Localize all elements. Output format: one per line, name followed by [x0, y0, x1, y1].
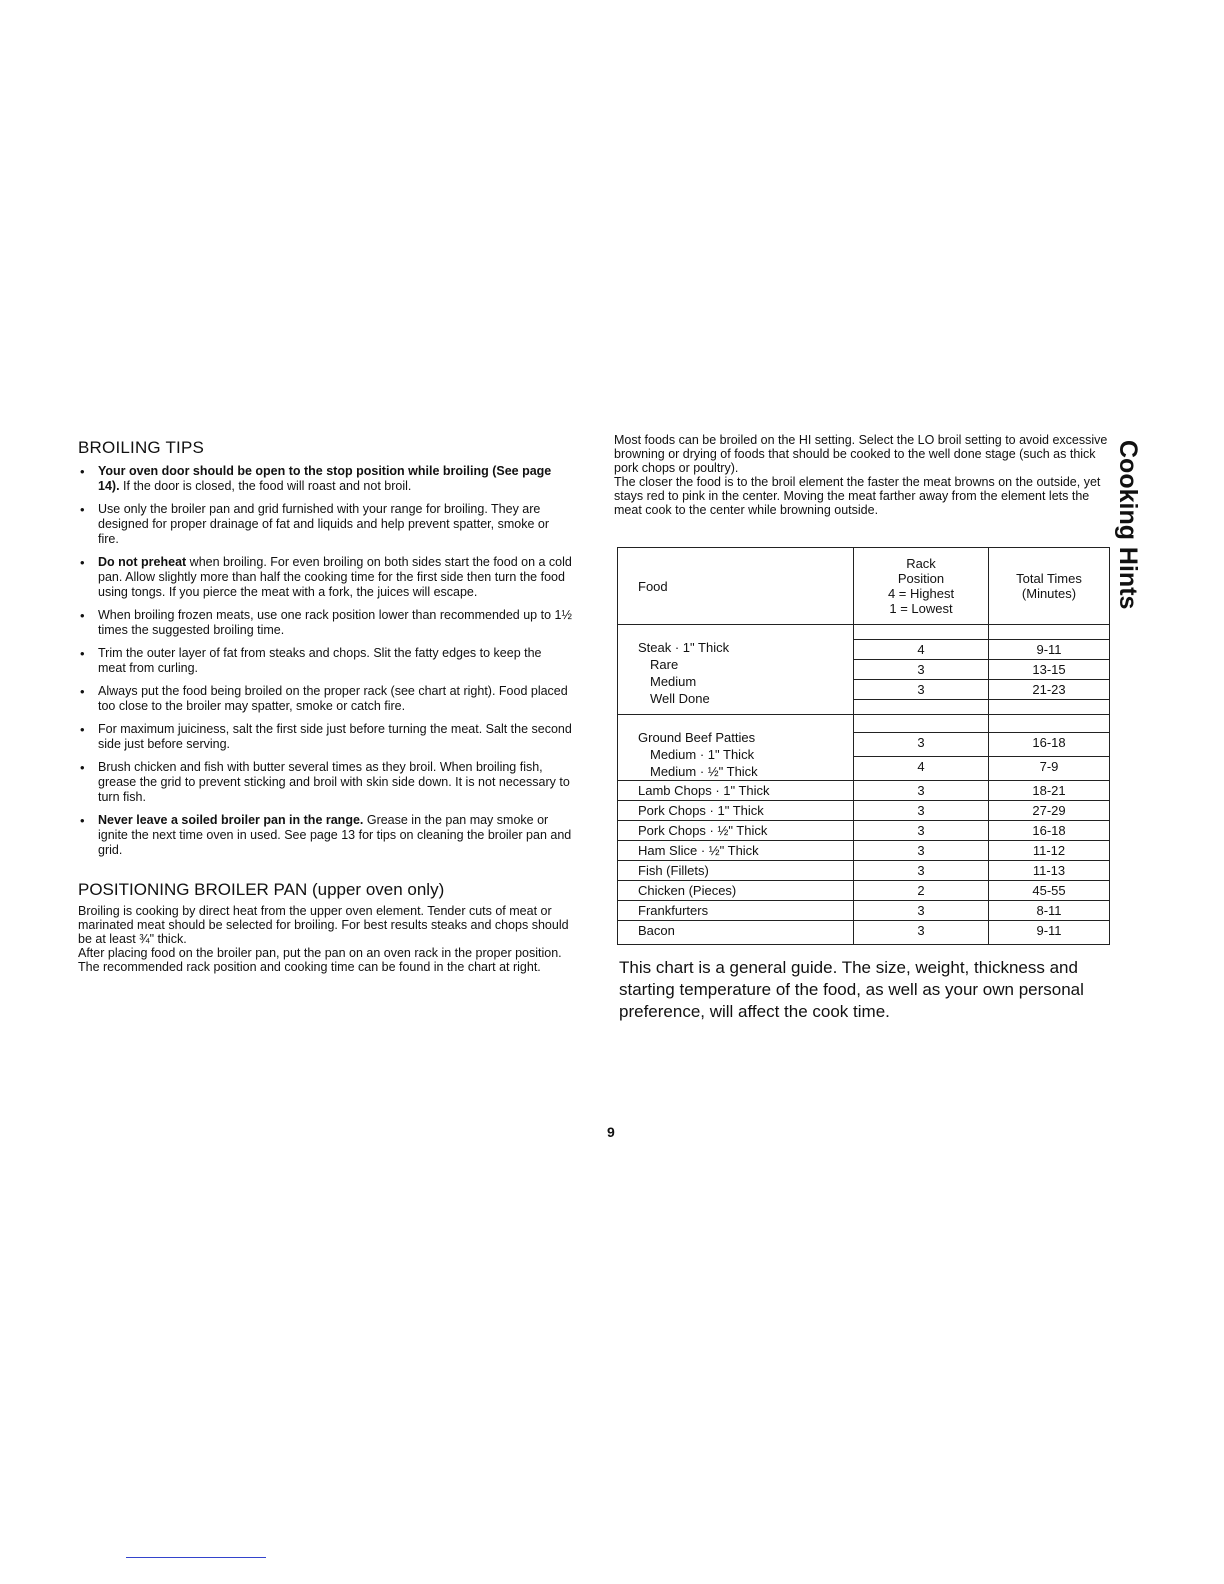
- steak-group-cell: [618, 625, 854, 715]
- rack-cell: 3: [854, 921, 989, 945]
- food-cell: Ham Slice · ½" Thick: [618, 841, 854, 861]
- steak-doneness: Medium: [650, 674, 697, 689]
- tip-item: [78, 502, 572, 547]
- header-time-line: (Minutes): [1021, 586, 1077, 601]
- food-cell: Lamb Chops · 1" Thick: [618, 781, 854, 801]
- tip-text: When broiling frozen meats, use one rack position lower than recommended up to 1½ times the suggested broiling time.: [98, 608, 572, 637]
- time-cell: 27-29: [989, 801, 1110, 821]
- food-cell: Fish (Fillets): [618, 861, 854, 881]
- empty-cell: [854, 715, 989, 733]
- rack-cell: 3: [854, 781, 989, 801]
- bottom-rule: [126, 1557, 266, 1558]
- rack-cell: 2: [854, 881, 989, 901]
- rack-cell: 3: [854, 841, 989, 861]
- steak-doneness: Well Done: [650, 691, 710, 706]
- tip-item: [78, 722, 572, 752]
- header-rack-line: Rack: [906, 556, 936, 571]
- header-total-times: [989, 548, 1110, 625]
- rack-cell: 3: [854, 821, 989, 841]
- food-cell: Pork Chops · 1" Thick: [618, 801, 854, 821]
- header-rack-line: 4 = Highest: [887, 586, 955, 601]
- table-row: [618, 801, 1110, 821]
- table-row: [618, 625, 1110, 640]
- rack-cell: 3: [854, 901, 989, 921]
- tip-item: [78, 760, 572, 805]
- tip-text: Brush chicken and fish with butter several times as they broil. When broiling fish, grease the grid to prevent sticking and broil with skin side down. It is not necessary to turn fish.: [98, 760, 570, 804]
- broil-chart-table: [617, 547, 1110, 945]
- tip-lead: Your oven door should be open to the stop position while broiling (See page 14).: [98, 464, 552, 493]
- chart-note: This chart is a general guide. The size, weight, thickness and starting temperature of the food, as well as your own personal preference, will affect the cook time.: [619, 958, 1084, 1021]
- side-tab: [1114, 440, 1160, 640]
- tip-lead: Do not preheat: [98, 555, 187, 569]
- table-row: [618, 881, 1110, 901]
- rack-cell: 3: [854, 733, 989, 757]
- intro-para-1: Most foods can be broiled on the HI setting. Select the LO broil setting to avoid excessive browning or drying of foods that should be cooked to the well done stage (such as thick pork chops or poultry).: [614, 433, 1108, 475]
- table-row: [618, 901, 1110, 921]
- time-cell: 9-11: [989, 640, 1110, 660]
- empty-cell: [989, 715, 1110, 733]
- tip-text: For maximum juiciness, salt the first side just before turning the meat. Salt the second side just before serving.: [98, 722, 572, 751]
- time-cell: 16-18: [989, 821, 1110, 841]
- table-row: [618, 861, 1110, 881]
- rack-cell: 3: [854, 801, 989, 821]
- rack-cell: 4: [854, 757, 989, 781]
- table-row: [618, 841, 1110, 861]
- tip-text: Always put the food being broiled on the proper rack (see chart at right). Food placed too close to the broiler may spatter, smoke or catch fire.: [98, 684, 568, 713]
- food-cell: Bacon: [618, 921, 854, 945]
- broiling-tips-title: BROILING TIPS: [78, 438, 205, 457]
- table-header-row: [618, 548, 1110, 625]
- food-cell: Chicken (Pieces): [618, 881, 854, 901]
- patties-group-cell: [618, 715, 854, 781]
- rack-cell: 3: [854, 660, 989, 680]
- intro-para-2: The closer the food is to the broil element the faster the meat browns on the outside, yet stays red to pink in the center. Moving the meat farther away from the element lets the meat cook to the center while browning outside.: [614, 475, 1101, 517]
- table-row: [618, 821, 1110, 841]
- time-cell: 9-11: [989, 921, 1110, 945]
- time-cell: 11-12: [989, 841, 1110, 861]
- time-cell: 13-15: [989, 660, 1110, 680]
- side-tab-label: Cooking Hints: [1114, 440, 1142, 610]
- page-number: 9: [607, 1124, 615, 1140]
- time-cell: 11-13: [989, 861, 1110, 881]
- tip-item: [78, 555, 572, 600]
- food-cell: Pork Chops · ½" Thick: [618, 821, 854, 841]
- rack-cell: 4: [854, 640, 989, 660]
- positioning-para-2: After placing food on the broiler pan, put the pan on an oven rack in the proper position. The recommended rack position and cooking time can be found in the chart at right.: [78, 946, 562, 974]
- table-row: [618, 921, 1110, 945]
- tip-text: Grease in the pan may smoke or ignite the next time oven in used. See page 13 for tips on cleaning the broiler pan and grid.: [98, 813, 572, 857]
- tip-text: Trim the outer layer of fat from steaks and chops. Slit the fatty edges to keep the meat from curling.: [98, 646, 542, 675]
- left-column: [78, 438, 572, 974]
- right-column-intro: [614, 433, 1108, 517]
- steak-doneness: Rare: [650, 657, 679, 672]
- header-food: Food: [618, 548, 854, 625]
- time-cell: 16-18: [989, 733, 1110, 757]
- empty-cell: [854, 700, 989, 715]
- tip-item: [78, 608, 572, 638]
- tip-item: [78, 813, 572, 858]
- rack-cell: 3: [854, 680, 989, 700]
- tip-text: when broiling. For even broiling on both sides start the food on a cold pan. Allow slightly more than half the cooking time for the first side then turn the food using tongs. If you pierce the meat with a fork, the juices will escape.: [98, 555, 572, 599]
- rack-cell: 3: [854, 861, 989, 881]
- time-cell: 8-11: [989, 901, 1110, 921]
- time-cell: 45-55: [989, 881, 1110, 901]
- tip-item: [78, 464, 572, 494]
- patties-variant: Medium · ½" Thick: [650, 764, 758, 779]
- time-cell: 7-9: [989, 757, 1110, 781]
- empty-cell: [854, 625, 989, 640]
- tip-text: If the door is closed, the food will roast and not broil.: [119, 479, 412, 493]
- broiling-tips-list: [78, 464, 572, 858]
- tip-text: Use only the broiler pan and grid furnished with your range for broiling. They are designed for proper drainage of fat and liquids and help prevent spatter, smoke or fire.: [98, 502, 549, 546]
- header-rack-line: 1 = Lowest: [889, 601, 953, 616]
- tip-item: [78, 684, 572, 714]
- tip-lead: Never leave a soiled broiler pan in the range.: [98, 813, 364, 827]
- steak-label: Steak · 1" Thick: [638, 640, 730, 655]
- tip-item: [78, 646, 572, 676]
- header-rack-position: [854, 548, 989, 625]
- patties-variant: Medium · 1" Thick: [650, 747, 755, 762]
- header-rack-line: Position: [897, 571, 945, 586]
- positioning-title: POSITIONING BROILER PAN (upper oven only): [78, 880, 445, 899]
- time-cell: 21-23: [989, 680, 1110, 700]
- empty-cell: [989, 700, 1110, 715]
- positioning-para-1: Broiling is cooking by direct heat from the upper oven element. Tender cuts of meat or marinated meat should be selected for broiling. For best results steaks and chops should be at least ¾" thick.: [78, 904, 569, 946]
- table-row: [618, 715, 1110, 733]
- food-cell: Frankfurters: [618, 901, 854, 921]
- header-time-line: Total Times: [1016, 571, 1082, 586]
- patties-label: Ground Beef Patties: [638, 730, 756, 745]
- time-cell: 18-21: [989, 781, 1110, 801]
- table-row: [618, 781, 1110, 801]
- empty-cell: [989, 625, 1110, 640]
